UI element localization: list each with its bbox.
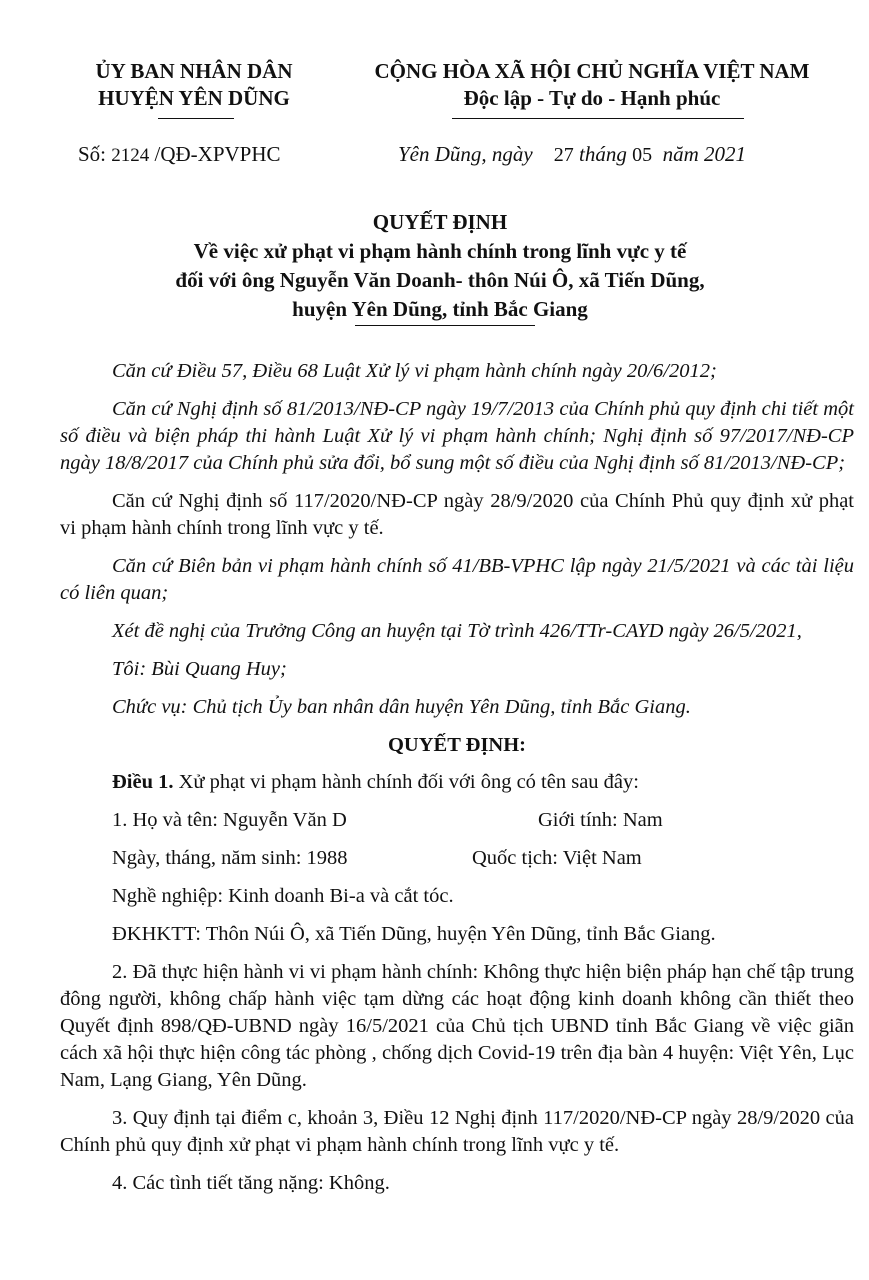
motto-underline (452, 118, 744, 119)
article-1-text: Xử phạt vi phạm hành chính đối với ông có tên sau đây: (178, 771, 639, 793)
so-label: Số: (78, 142, 107, 166)
title-line-2: Về việc xử phạt vi phạm hành chính trong lĩnh vực y tế (193, 239, 687, 263)
so-number: 2124 (111, 145, 150, 166)
person-occupation: Nghề nghiệp: Kinh doanh Bi-a và cắt tóc. (112, 885, 454, 907)
document-body (60, 358, 854, 1208)
person-row-name (60, 807, 854, 834)
document-number (78, 142, 281, 167)
agency-line-1: ỦY BAN NHÂN DÂN (95, 59, 293, 83)
preamble-5: Xét đề nghị của Trưởng Công an huyện tại Tờ trình 426/TTr-CAYD ngày 26/5/2021, (112, 620, 802, 642)
person-row-dob (60, 845, 854, 872)
preamble-2: Căn cứ Nghị định số 81/2013/NĐ-CP ngày 19/7/2013 của Chính phủ quy định chi tiết một số điều và biện pháp thi hành Luật Xử lý vi phạm hành chính; Nghị định số 97/2017/NĐ-CP ngày 18/8/2017 của Chính phủ sửa đổi, bổ sung một số điều của Nghị định số 81/2013/NĐ-CP; (60, 398, 854, 474)
date-month-label: tháng (579, 142, 627, 166)
nation-motto: Độc lập - Tự do - Hạnh phúc (463, 86, 721, 110)
document-title (60, 208, 820, 324)
date-day: 27 (553, 144, 574, 166)
person-gender: Giới tính: Nam (538, 809, 663, 831)
item-3: 3. Quy định tại điểm c, khoản 3, Điều 12 Nghị định 117/2020/NĐ-CP ngày 28/9/2020 của Chính phủ quy định xử phạt vi phạm hành chính trong lĩnh vực y tế. (60, 1107, 854, 1156)
person-dob: Ngày, tháng, năm sinh: 1988 (112, 847, 348, 869)
title-line-1: QUYẾT ĐỊNH (372, 210, 508, 234)
date-year: năm 2021 (662, 142, 747, 166)
agency-header (78, 58, 310, 112)
article-1 (60, 769, 854, 796)
date-month: 05 (632, 144, 653, 166)
agency-line-2: HUYỆN YÊN DŨNG (98, 86, 290, 110)
title-line-4: huyện Yên Dũng, tỉnh Bắc Giang (292, 297, 588, 321)
agency-underline (158, 118, 234, 119)
so-suffix: /QĐ-XPVPHC (154, 142, 281, 166)
issue-date (398, 142, 746, 167)
person-name: 1. Họ và tên: Nguyễn Văn D (112, 809, 347, 831)
nation-line-1: CỘNG HÒA XÃ HỘI CHỦ NGHĨA VIỆT NAM (374, 59, 810, 83)
article-1-label: Điều 1. (112, 771, 174, 793)
person-address: ĐKHKTT: Thôn Núi Ô, xã Tiến Dũng, huyện Yên Dũng, tỉnh Bắc Giang. (112, 923, 716, 945)
item-4: 4. Các tình tiết tăng nặng: Không. (112, 1172, 390, 1194)
decision-heading: QUYẾT ĐỊNH: (387, 734, 526, 756)
person-nationality: Quốc tịch: Việt Nam (472, 847, 642, 869)
preamble-1: Căn cứ Điều 57, Điều 68 Luật Xử lý vi phạm hành chính ngày 20/6/2012; (112, 360, 717, 382)
preamble-position: Chức vụ: Chủ tịch Ủy ban nhân dân huyện Yên Dũng, tỉnh Bắc Giang. (112, 696, 691, 718)
date-place: Yên Dũng, ngày (398, 142, 533, 166)
item-2: 2. Đã thực hiện hành vi vi phạm hành chính: Không thực hiện biện pháp hạn chế tập trung đông người, không chấp hành việc tạm dừng các hoạt động kinh doanh không cần thiết theo Quyết định 898/QĐ-UBND ngày 16/5/2021 của Chủ tịch UBND tỉnh Bắc Giang về việc giãn cách xã hội thực hiện công tác phòng , chống dịch Covid-19 trên địa bàn 4 huyện: Việt Yên, Lục Nam, Lạng Giang, Yên Dũng. (60, 961, 854, 1091)
title-underline (355, 325, 535, 326)
title-line-3: đối với ông Nguyễn Văn Doanh- thôn Núi Ô, xã Tiến Dũng, (175, 268, 705, 292)
preamble-signer: Tôi: Bùi Quang Huy; (112, 658, 287, 680)
preamble-4: Căn cứ Biên bản vi phạm hành chính số 41/BB-VPHC lập ngày 21/5/2021 và các tài liệu có liên quan; (60, 555, 854, 604)
preamble-3: Căn cứ Nghị định số 117/2020/NĐ-CP ngày 28/9/2020 của Chính Phủ quy định xử phạt vi phạm hành chính trong lĩnh vực y tế. (60, 490, 854, 539)
nation-header (352, 58, 832, 112)
